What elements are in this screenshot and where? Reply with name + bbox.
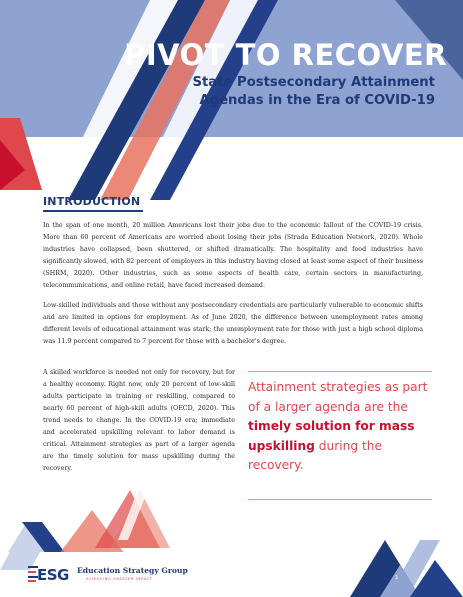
logo-mark: ESG (37, 566, 69, 584)
body-paragraph: In the span of one month, 20 million Americans lost their jobs due to the economic fallout of the COVID-19 crisis. More than 60 percent of Americans are worried about losing their jobs (Strada Education Network, 2020). Whole industries have collapsed, been shuttered, or shifted dramatically. The hospitality and food industries have significantly slowed, with 82 percent of employers in this industry having closed at least some aspect of their business (SHRM, 2020). Other industries, such as some aspects of health care, certain sectors in manufacturing, telecommunications, and online retail, have faced increased demand. (43, 222, 423, 289)
section-underline (43, 210, 143, 212)
section-heading: INTRODUCTION (43, 195, 141, 208)
pull-quote (248, 378, 428, 476)
document-title: PIVOT TO RECOVER (124, 38, 447, 72)
body-paragraph: Low-skilled individuals and those without any postsecondary credentials are particularly vulnerable to economic shifts and are limited in options for employment. As of June 2020, the difference between unemployment rates among different levels of educational attainment was stark; the unemployment rate for those with just a high school diploma was 11.9 percent compared to 7 percent for those with a bachelor's degree. (43, 302, 423, 345)
document-subtitle: State Postsecondary Attainment Agendas in the Era of COVID-19 (192, 75, 435, 108)
body-paragraph: A skilled workforce is needed not only for recovery, but for a healthy economy. Right now, only 20 percent of low-skill adults participate in training or reskilling, compared to nearly 60 percent of high-skill adults (OECD, 2020). This trend needs to change. In the COVID-19 era; immediate and accelerated upskilling relevant to labor demand is critical. Attainment strategies as part of a larger agenda are the timely solution for mass upskilling during the recovery. (43, 369, 235, 472)
pull-quote-text (248, 378, 428, 476)
footer-logo (28, 560, 228, 590)
pull-quote-part: Attainment strategies as part of a larger agenda are the (248, 380, 428, 414)
logo-organization-name: Education Strategy Group (77, 566, 188, 575)
page-number: 1 (395, 575, 399, 581)
pull-quote-emphasis: timely solution for mass upskilling (248, 419, 415, 453)
callout-top-rule (248, 371, 432, 372)
logo-tagline: ACHIEVING GREATER IMPACT (86, 577, 153, 581)
pull-quote-part: during the recovery. (248, 438, 382, 472)
